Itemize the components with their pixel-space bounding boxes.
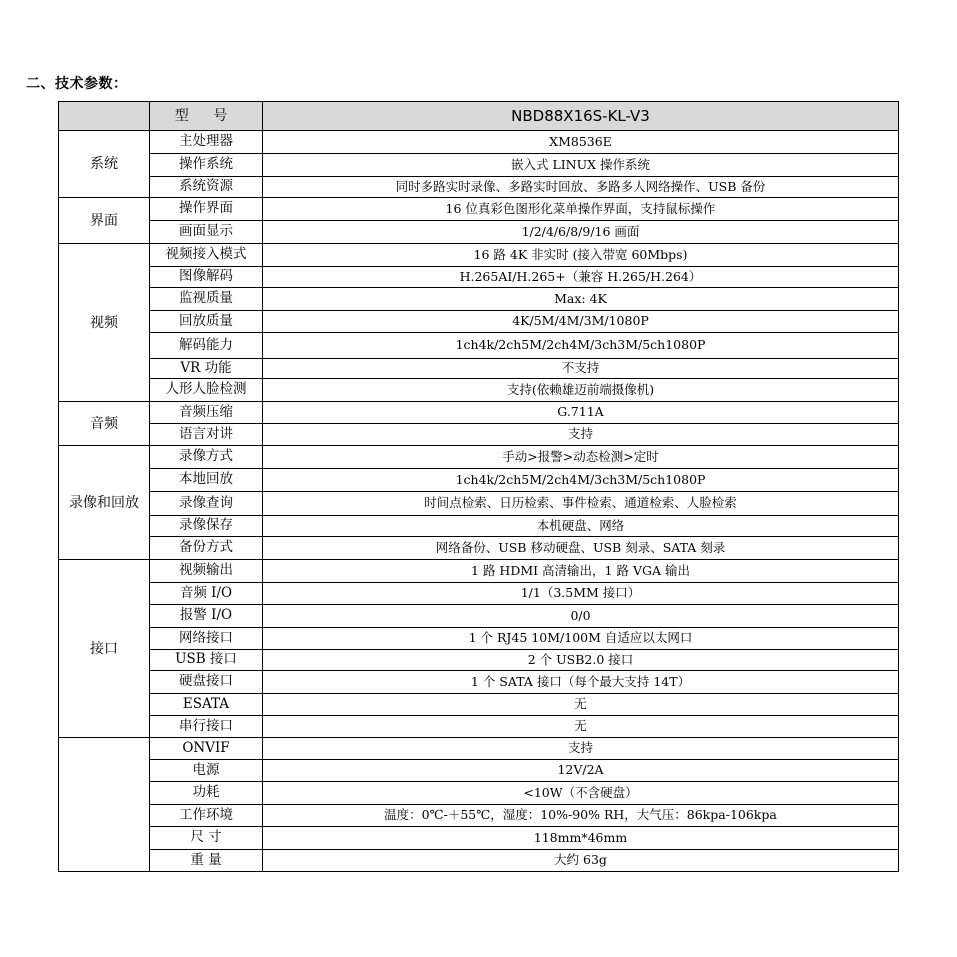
item-cell: 串行接口 (150, 716, 263, 738)
header-model-value: NBD88X16S-KL-V3 (263, 102, 899, 131)
table-row (59, 560, 899, 583)
value-cell: 支持(依赖雄迈前端摄像机) (263, 379, 899, 402)
value-cell: <10W（不含硬盘） (263, 782, 899, 805)
item-cell: 画面显示 (150, 221, 263, 244)
value-cell: 1 个 RJ45 10M/100M 自适应以太网口 (263, 628, 899, 650)
table-row (59, 333, 899, 359)
item-cell: ESATA (150, 694, 263, 716)
table-row (59, 805, 899, 827)
item-cell: 音频压缩 (150, 402, 263, 424)
value-cell: 1ch4k/2ch5M/2ch4M/3ch3M/5ch1080P (263, 333, 899, 359)
item-cell: 监视质量 (150, 288, 263, 311)
table-row (59, 650, 899, 671)
table-row (59, 583, 899, 605)
table-row (59, 198, 899, 221)
item-cell: VR 功能 (150, 359, 263, 379)
item-cell: 视频接入模式 (150, 244, 263, 267)
value-cell: 12V/2A (263, 760, 899, 782)
category-cell: 音频 (59, 402, 150, 446)
item-cell: 操作界面 (150, 198, 263, 221)
value-cell: 1 路 HDMI 高清输出，1 路 VGA 输出 (263, 560, 899, 583)
item-cell: 工作环境 (150, 805, 263, 827)
table-row (59, 154, 899, 177)
value-cell: 时间点检索、日历检索、事件检索、通道检索、人脸检索 (263, 492, 899, 516)
category-cell: 接口 (59, 560, 150, 738)
table-row (59, 402, 899, 424)
header-model-label: 型 号 (150, 102, 263, 131)
value-cell: 16 位真彩色图形化菜单操作界面，支持鼠标操作 (263, 198, 899, 221)
value-cell: G.711A (263, 402, 899, 424)
table-row (59, 446, 899, 469)
table-row (59, 221, 899, 244)
value-cell: 无 (263, 716, 899, 738)
value-cell: 16 路 4K 非实时 (接入带宽 60Mbps) (263, 244, 899, 267)
value-cell: 手动>报警>动态检测>定时 (263, 446, 899, 469)
value-cell: 1 个 SATA 接口（每个最大支持 14T） (263, 671, 899, 694)
table-row (59, 469, 899, 492)
value-cell: H.265AI/H.265+（兼容 H.265/H.264） (263, 267, 899, 288)
value-cell: 1/2/4/6/8/9/16 画面 (263, 221, 899, 244)
table-row (59, 131, 899, 154)
category-cell: 界面 (59, 198, 150, 244)
value-cell: 支持 (263, 424, 899, 446)
item-cell: 操作系统 (150, 154, 263, 177)
item-cell: 录像查询 (150, 492, 263, 516)
table-row (59, 492, 899, 516)
item-cell: ONVIF (150, 738, 263, 760)
item-cell: 录像保存 (150, 516, 263, 537)
item-cell: 功耗 (150, 782, 263, 805)
item-cell: 系统资源 (150, 177, 263, 198)
item-cell: 报警 I/O (150, 605, 263, 628)
table-row (59, 537, 899, 560)
table-row (59, 694, 899, 716)
table-row (59, 628, 899, 650)
value-cell: 1ch4k/2ch5M/2ch4M/3ch3M/5ch1080P (263, 469, 899, 492)
category-cell: 录像和回放 (59, 446, 150, 560)
item-cell: USB 接口 (150, 650, 263, 671)
item-cell: 电源 (150, 760, 263, 782)
table-row (59, 359, 899, 379)
table-row (59, 716, 899, 738)
item-cell: 硬盘接口 (150, 671, 263, 694)
value-cell: 嵌入式 LINUX 操作系统 (263, 154, 899, 177)
table-row (59, 850, 899, 872)
category-cell: 系统 (59, 131, 150, 198)
item-cell: 音频 I/O (150, 583, 263, 605)
value-cell: 4K/5M/4M/3M/1080P (263, 311, 899, 333)
item-cell: 语言对讲 (150, 424, 263, 446)
item-cell: 重 量 (150, 850, 263, 872)
table-header-row (59, 102, 899, 131)
value-cell: 2 个 USB2.0 接口 (263, 650, 899, 671)
item-cell: 回放质量 (150, 311, 263, 333)
value-cell: 不支持 (263, 359, 899, 379)
item-cell: 人形人脸检测 (150, 379, 263, 402)
table-row (59, 311, 899, 333)
item-cell: 尺 寸 (150, 827, 263, 850)
value-cell: 网络备份、USB 移动硬盘、USB 刻录、SATA 刻录 (263, 537, 899, 560)
value-cell: 同时多路实时录像、多路实时回放、多路多人网络操作、USB 备份 (263, 177, 899, 198)
table-row (59, 671, 899, 694)
item-cell: 视频输出 (150, 560, 263, 583)
item-cell: 备份方式 (150, 537, 263, 560)
value-cell: XM8536E (263, 131, 899, 154)
value-cell: 0/0 (263, 605, 899, 628)
value-cell: 1/1（3.5MM 接口） (263, 583, 899, 605)
table-row (59, 244, 899, 267)
header-empty-cell (59, 102, 150, 131)
table-row (59, 177, 899, 198)
value-cell: 118mm*46mm (263, 827, 899, 850)
table-row (59, 782, 899, 805)
value-cell: 支持 (263, 738, 899, 760)
table-row (59, 516, 899, 537)
item-cell: 本地回放 (150, 469, 263, 492)
item-cell: 解码能力 (150, 333, 263, 359)
item-cell: 网络接口 (150, 628, 263, 650)
table-row (59, 827, 899, 850)
value-cell: Max: 4K (263, 288, 899, 311)
table-row (59, 760, 899, 782)
category-cell: 视频 (59, 244, 150, 402)
table-row (59, 379, 899, 402)
category-cell (59, 738, 150, 872)
table-row (59, 738, 899, 760)
value-cell: 大约 63g (263, 850, 899, 872)
item-cell: 主处理器 (150, 131, 263, 154)
table-row (59, 288, 899, 311)
value-cell: 本机硬盘、网络 (263, 516, 899, 537)
value-cell: 无 (263, 694, 899, 716)
item-cell: 图像解码 (150, 267, 263, 288)
table-row (59, 424, 899, 446)
table-row (59, 605, 899, 628)
section-heading: 二、技术参数： (26, 76, 128, 92)
value-cell: 温度：0℃-＋55℃，湿度：10%-90% RH，大气压：86kpa-106kpa (263, 805, 899, 827)
item-cell: 录像方式 (150, 446, 263, 469)
spec-table (58, 101, 899, 872)
table-row (59, 267, 899, 288)
